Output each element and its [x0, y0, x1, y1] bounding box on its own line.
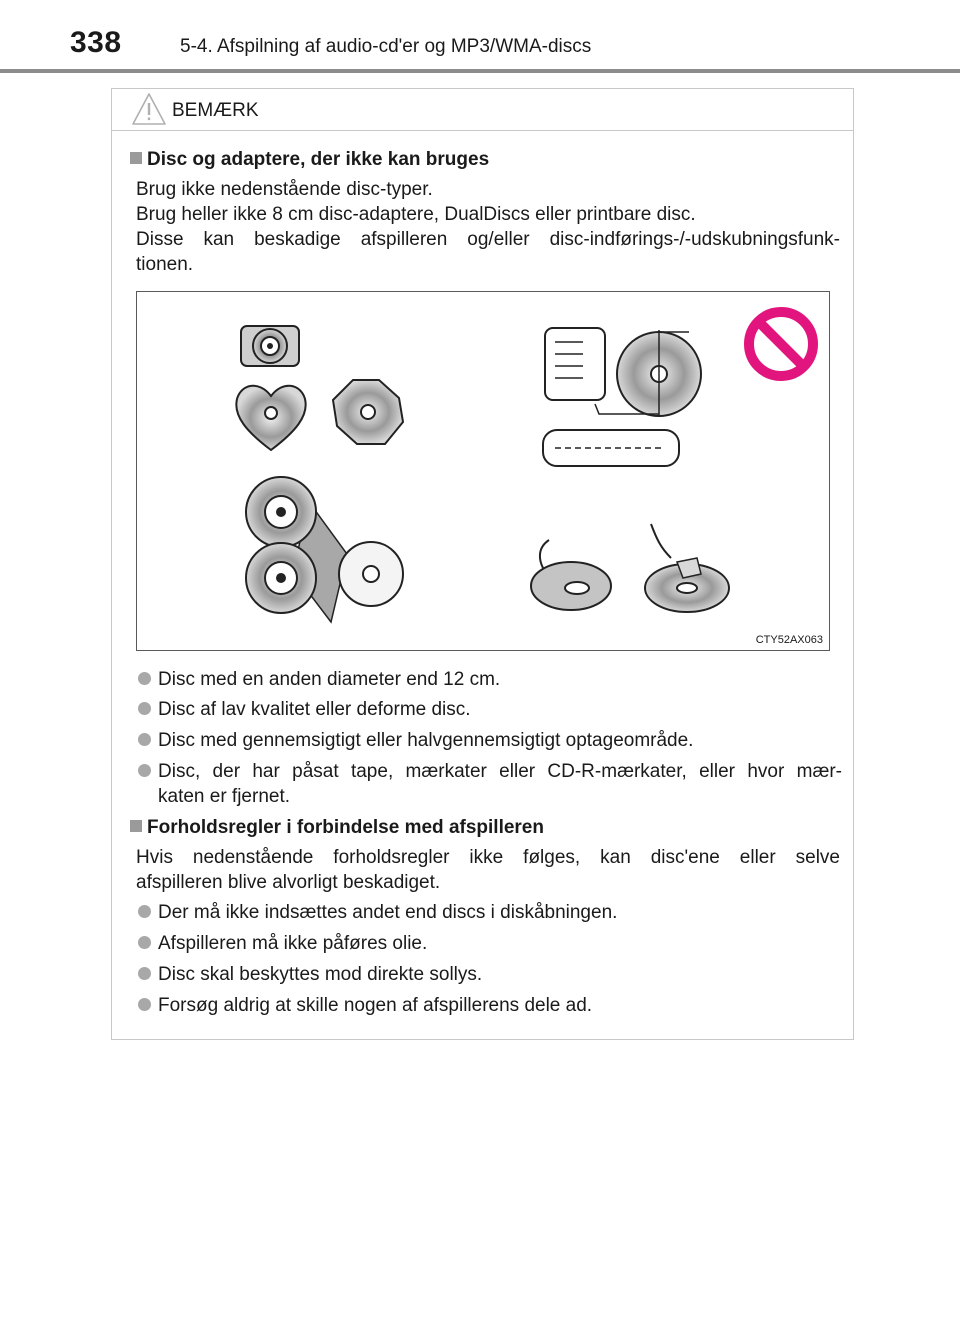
page-number: 338 — [70, 26, 122, 59]
small-disc-icon — [241, 326, 299, 366]
page-header — [0, 0, 960, 74]
section-heading-player — [130, 817, 544, 839]
labelled-disc-icon — [531, 524, 729, 612]
heart-disc-icon — [236, 386, 305, 450]
octagon-disc-icon — [333, 380, 403, 444]
note-header — [112, 89, 853, 131]
paragraph-line: afspilleren blive alvorligt beskadiget. — [136, 872, 441, 893]
paragraph-line: tionen. — [136, 254, 194, 275]
paragraph-line: Hvis nedenstående forholdsregler ikke følges, kan disc'ene eller selve — [136, 847, 840, 868]
disc-types-drawing — [137, 292, 829, 650]
header-divider — [0, 69, 960, 73]
note-label: BEMÆRK — [172, 100, 259, 121]
section-title: 5-4. Afspilning af audio-cd'er og MP3/WMA-discs — [180, 36, 592, 57]
paragraph-line: Brug ikke nedenstående disc-typer. — [136, 179, 433, 200]
prohibited-icon — [749, 312, 813, 376]
section-heading-discs — [130, 149, 489, 171]
note-box: BEMÆRK Disc og adaptere, der ikke kan bruges Brug ikke nedenstående disc-typer. Brug heller ikke 8 cm disc-adaptere, DualDiscs eller printbare disc. Disse kan beskadige afspilleren og/eller disc-indførings-/-udskubningsfunk- tionen. CTY52AX063 Disc med en anden diameter end 12 cm. Disc af lav kvalitet eller deforme disc. Disc med gennemsigtigt eller halvgennemsigtigt optageområde. Disc, der har påsat tape, mærkater eller CD-R-mærkater, eller hvor mær- katen er fjernet. Forholdsregler i forbindelse med afspilleren Hvis nedenstående forholdsregler ikke følges, kan disc'ene eller selve afspilleren blive alvorligt beskadiget. Der må ikke indsættes andet end discs i diskåbningen. Afspilleren må ikke påføres olie. Disc skal beskyttes mod direkte sollys. Forsøg aldrig at skille nogen af afspillerens dele ad. — [111, 88, 854, 1040]
warning-triangle-icon — [130, 91, 168, 127]
transparent-disc-icon — [246, 477, 403, 622]
section-heading-text: Forholdsregler i forbindelse med afspilleren — [147, 817, 544, 838]
disc-illustration — [136, 291, 830, 651]
paragraph-line: Brug heller ikke 8 cm disc-adaptere, DualDiscs eller printbare disc. — [136, 204, 696, 225]
paragraph-line: Disse kan beskadige afspilleren og/eller disc-indførings-/-udskubningsfunk- — [136, 229, 840, 250]
player-slot-icon — [543, 328, 701, 466]
section-heading-text: Disc og adaptere, der ikke kan bruges — [147, 149, 490, 170]
figure-code: CTY52AX063 — [755, 634, 823, 646]
